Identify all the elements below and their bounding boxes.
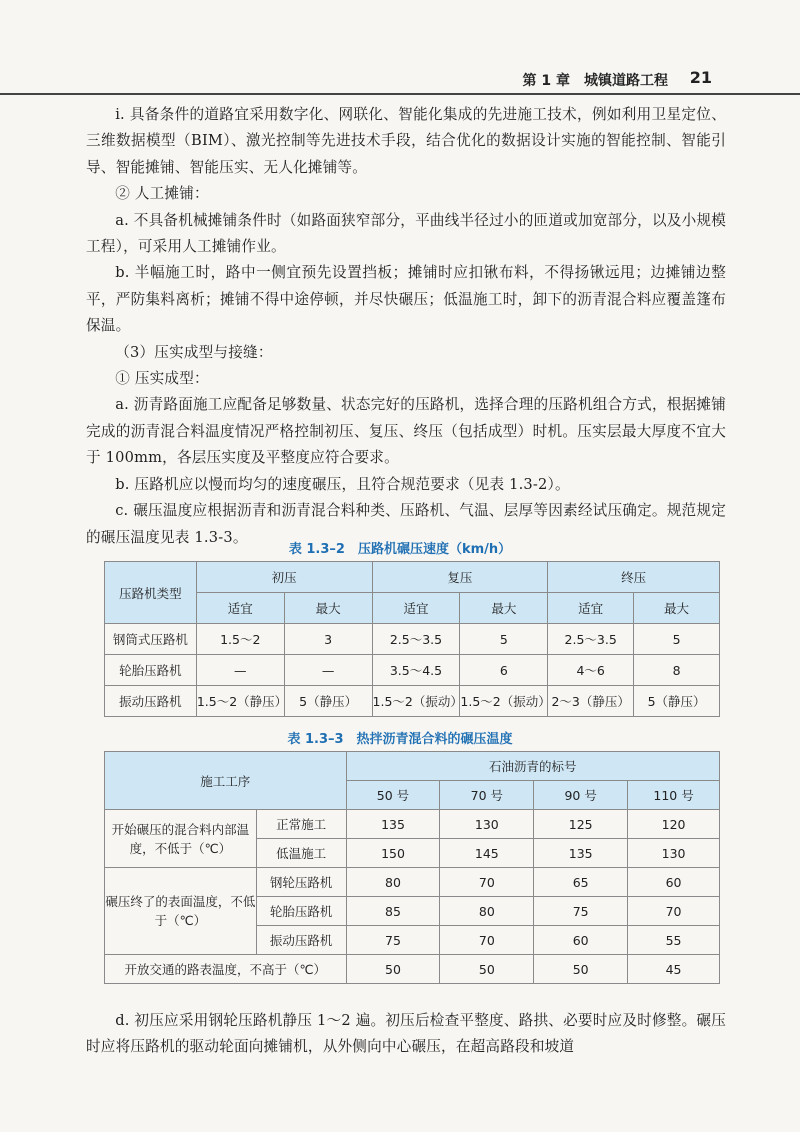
table-cell: 5 xyxy=(634,624,720,655)
table-cell: 70 xyxy=(440,926,534,955)
group-header: 复压 xyxy=(372,562,548,593)
table-cell: 60 xyxy=(534,926,628,955)
group-header: 初压 xyxy=(196,562,372,593)
table-cell: 3.5～4.5 xyxy=(372,655,460,686)
paragraph: （3）压实成型与接缝： xyxy=(115,343,273,361)
section-label: 碾压终了的表面温度，不低于（℃） xyxy=(105,868,257,955)
table-cell: 2～3（静压） xyxy=(548,686,634,717)
table-cell: 50 xyxy=(440,955,534,984)
table-cell: 1.5～2（静压） xyxy=(196,686,284,717)
table-cell: 135 xyxy=(346,810,440,839)
table-caption-1-3-3: 表 1.3–3 热拌沥青混合料的碾压温度 xyxy=(287,732,513,747)
row-label: 轮胎压路机 xyxy=(256,897,346,926)
roller-speed-table xyxy=(104,561,720,717)
paragraph: ① 压实成型： xyxy=(115,370,209,388)
row-label: 正常施工 xyxy=(256,810,346,839)
sub-header: 最大 xyxy=(284,593,372,624)
paragraph: a. 不具备机械摊铺条件时（如路面狭窄部分，平曲线半径过小的匝道或加宽部分，以及小规模工程），可采用人工摊铺作业。 xyxy=(86,211,726,256)
paragraph: b. 压路机应以慢而均匀的速度碾压，且符合规范要求（见表 1.3-2）。 xyxy=(115,475,570,493)
group-header: 石油沥青的标号 xyxy=(346,752,719,781)
table-corner-header: 压路机类型 xyxy=(105,562,197,624)
sub-header: 适宜 xyxy=(548,593,634,624)
table-cell: 75 xyxy=(534,897,628,926)
table-cell: 2.5～3.5 xyxy=(548,624,634,655)
table-cell: 1.5～2（振动） xyxy=(372,686,460,717)
table-cell: 1.5～2（振动） xyxy=(460,686,548,717)
row-label: 振动压路机 xyxy=(105,686,197,717)
page-number: 21 xyxy=(689,68,712,87)
table-row xyxy=(105,810,720,839)
paragraph: i. 具备条件的道路宜采用数字化、网联化、智能化集成的先进施工技术，例如利用卫星定位、三维数据模型（BIM）、激光控制等先进技术手段，结合优化的数据设计实施的智能控制、智能引导、智能摊铺、智能压实、无人化摊铺等。 xyxy=(86,106,726,176)
table-cell: 5（静压） xyxy=(634,686,720,717)
header-rule xyxy=(0,93,800,95)
grade-header: 50 号 xyxy=(346,781,440,810)
table-cell: — xyxy=(284,655,372,686)
grade-header: 110 号 xyxy=(628,781,720,810)
paragraph: c. 碾压温度应根据沥青和沥青混合料种类、压路机、气温、层厚等因素经试压确定。规范规定的碾压温度见表 1.3-3。 xyxy=(86,502,726,546)
table-cell: 65 xyxy=(534,868,628,897)
sub-header: 适宜 xyxy=(196,593,284,624)
table-cell: 4～6 xyxy=(548,655,634,686)
sub-header: 最大 xyxy=(460,593,548,624)
chapter-title: 第 1 章 城镇道路工程 xyxy=(522,73,668,89)
table-cell: 135 xyxy=(534,839,628,868)
table-cell: 5（静压） xyxy=(284,686,372,717)
grade-header: 70 号 xyxy=(440,781,534,810)
table-row xyxy=(105,955,720,984)
sub-header: 最大 xyxy=(634,593,720,624)
table-cell: 130 xyxy=(440,810,534,839)
table-cell: 3 xyxy=(284,624,372,655)
table-cell: 80 xyxy=(346,868,440,897)
paragraph: b. 半幅施工时，路中一侧宜预先设置挡板；摊铺时应扣锹布料，不得扬锹远甩；边摊铺边整平，严防集料离析；摊铺不得中途停顿，并尽快碾压；低温施工时，卸下的沥青混合料应覆盖篷布保温。 xyxy=(86,264,726,335)
table-cell: 75 xyxy=(346,926,440,955)
compaction-temperature-table xyxy=(104,751,720,984)
table-cell: 50 xyxy=(346,955,440,984)
table-row xyxy=(105,686,720,717)
table-cell: 8 xyxy=(634,655,720,686)
paragraph: ② 人工摊铺： xyxy=(115,185,209,203)
table-cell: 50 xyxy=(534,955,628,984)
row-label: 轮胎压路机 xyxy=(105,655,197,686)
section-label: 开始碾压的混合料内部温度，不低于（℃） xyxy=(105,810,257,868)
body-text-bottom xyxy=(86,1008,726,1061)
table-cell: 6 xyxy=(460,655,548,686)
grade-header: 90 号 xyxy=(534,781,628,810)
body-text xyxy=(86,102,726,551)
table-cell: 125 xyxy=(534,810,628,839)
table-cell: 70 xyxy=(440,868,534,897)
paragraph: a. 沥青路面施工应配备足够数量、状态完好的压路机，选择合理的压路机组合方式，根据摊铺完成的沥青混合料温度情况严格控制初压、复压、终压（包括成型）时机。压实层最大厚度不宜大于 100mm，各层压实度及平整度应符合要求。 xyxy=(86,396,726,467)
table-row xyxy=(105,655,720,686)
table-cell: 150 xyxy=(346,839,440,868)
table-cell: 130 xyxy=(628,839,720,868)
table-caption-1-3-2: 表 1.3–2 压路机碾压速度（km/h） xyxy=(288,542,512,557)
table-cell: 80 xyxy=(440,897,534,926)
row-label: 钢轮压路机 xyxy=(256,868,346,897)
sub-header: 适宜 xyxy=(372,593,460,624)
table-cell: — xyxy=(196,655,284,686)
row-label: 低温施工 xyxy=(256,839,346,868)
table-cell: 60 xyxy=(628,868,720,897)
table-cell: 55 xyxy=(628,926,720,955)
table-cell: 145 xyxy=(440,839,534,868)
table-cell: 5 xyxy=(460,624,548,655)
group-header: 终压 xyxy=(548,562,720,593)
paragraph: d. 初压应采用钢轮压路机静压 1～2 遍。初压后检查平整度、路拱、必要时应及时修整。碾压时应将压路机的驱动轮面向摊铺机，从外侧向中心碾压，在超高路段和坡道 xyxy=(86,1012,726,1056)
table-corner-header: 施工工序 xyxy=(105,752,347,810)
table-cell: 85 xyxy=(346,897,440,926)
table-cell: 1.5～2 xyxy=(196,624,284,655)
row-label: 钢筒式压路机 xyxy=(105,624,197,655)
table-cell: 70 xyxy=(628,897,720,926)
row-label: 开放交通的路表温度，不高于（℃） xyxy=(105,955,347,984)
table-cell: 2.5～3.5 xyxy=(372,624,460,655)
table-row xyxy=(105,624,720,655)
table-cell: 120 xyxy=(628,810,720,839)
table-row xyxy=(105,868,720,897)
page-header xyxy=(0,66,800,94)
row-label: 振动压路机 xyxy=(256,926,346,955)
table-cell: 45 xyxy=(628,955,720,984)
